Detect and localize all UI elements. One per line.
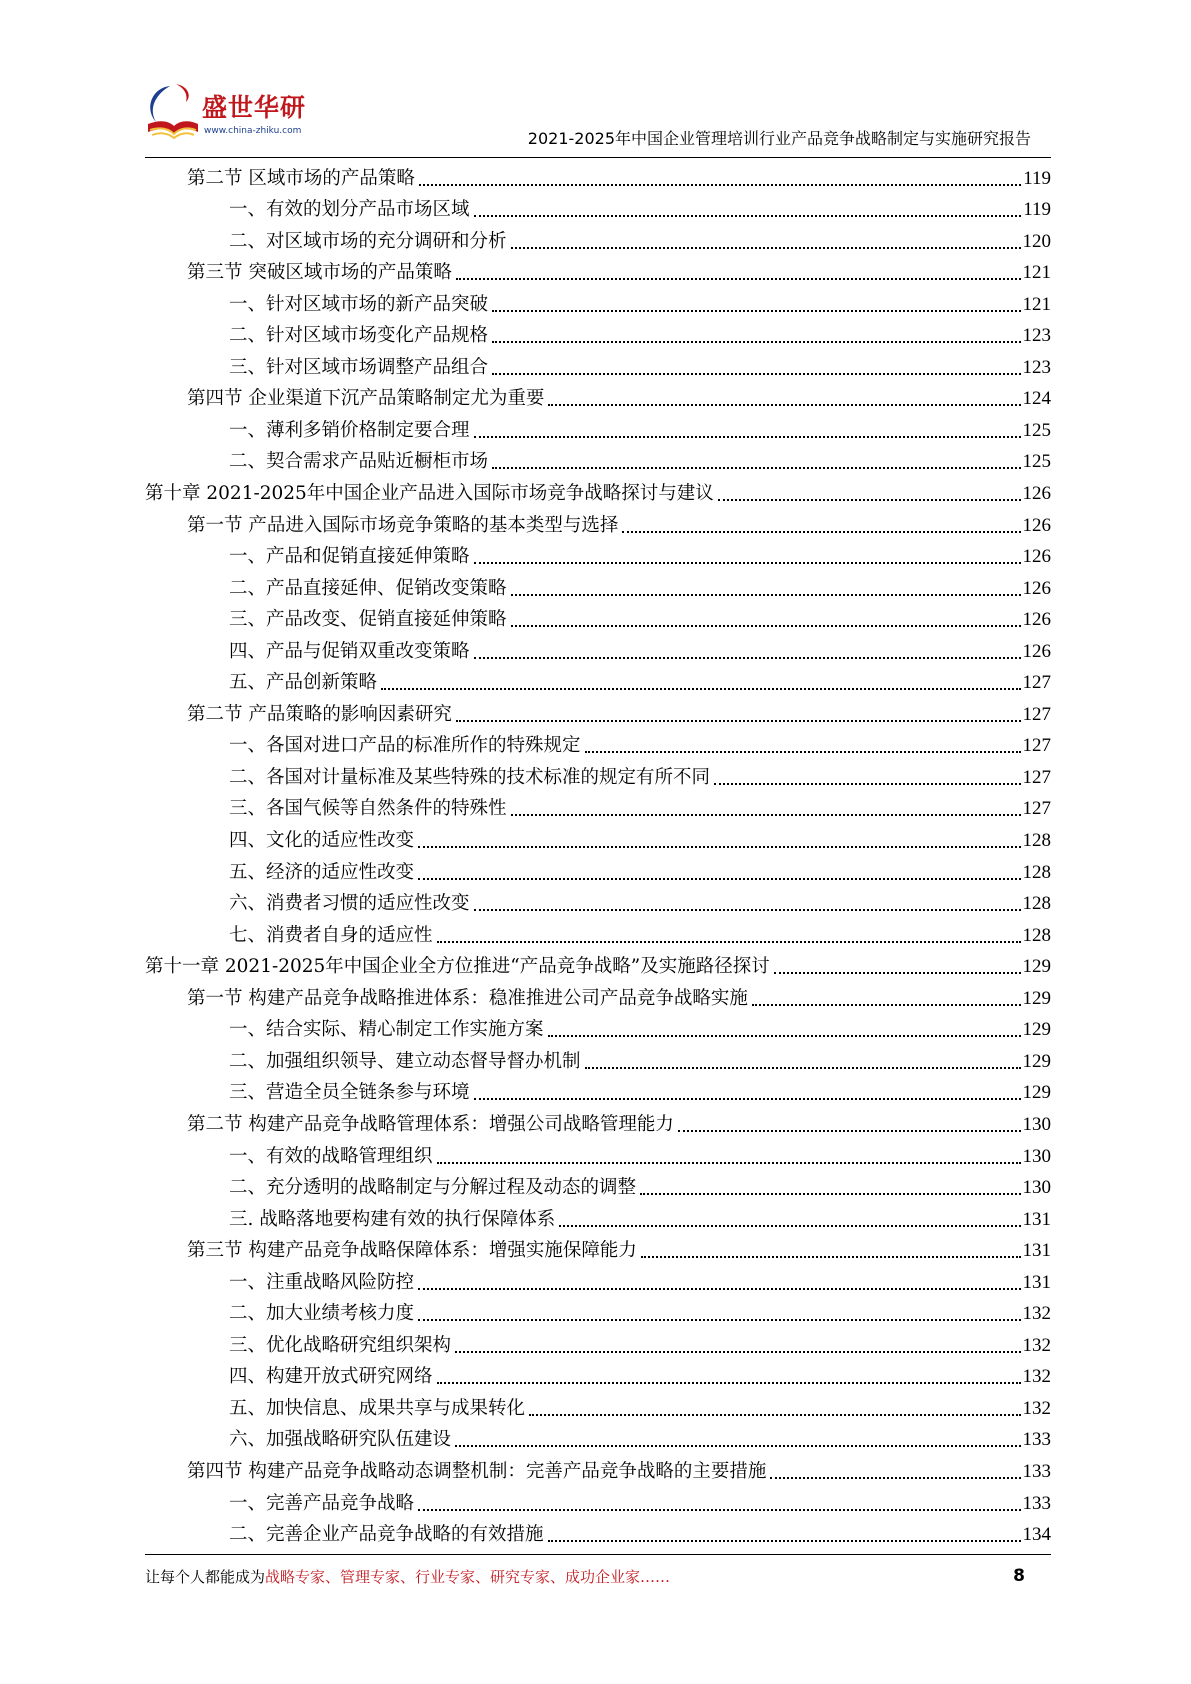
- toc-entry-title: 一、有效的战略管理组织: [229, 1145, 433, 1167]
- header-divider: [145, 157, 1051, 158]
- toc-entry-title: 三、针对区域市场调整产品组合: [229, 356, 489, 378]
- toc-entry-title: 二、各国对计量标准及某些特殊的技术标准的规定有所不同: [229, 766, 711, 788]
- toc-entry[interactable]: [145, 446, 1051, 478]
- toc-entry[interactable]: [145, 856, 1051, 888]
- toc-dot-leader: [492, 310, 1020, 312]
- toc-dot-leader: [770, 1477, 1020, 1479]
- toc-dot-leader: [418, 878, 1020, 880]
- page-footer: [145, 1566, 1025, 1596]
- toc-entry-page: 130: [1022, 1113, 1051, 1135]
- toc-entry-title: 二、针对区域市场变化产品规格: [229, 325, 489, 347]
- toc-entry[interactable]: [145, 761, 1051, 793]
- toc-entry-title: 一、针对区域市场的新产品突破: [229, 293, 489, 315]
- toc-dot-leader: [437, 941, 1021, 943]
- toc-entry[interactable]: [145, 1519, 1051, 1551]
- toc-entry-title: 二、加强组织领导、建立动态督导督办机制: [229, 1050, 581, 1072]
- toc-entry-title: 一、有效的划分产品市场区域: [229, 199, 470, 221]
- toc-entry-page: 127: [1022, 703, 1051, 725]
- toc-entry-page: 125: [1022, 451, 1051, 473]
- page-header: [0, 0, 1191, 160]
- toc-entry-page: 131: [1022, 1240, 1051, 1262]
- toc-entry[interactable]: [145, 1014, 1051, 1046]
- toc-entry-page: 129: [1022, 956, 1051, 978]
- toc-entry-title: 第二节 区域市场的产品策略: [187, 167, 415, 189]
- toc-entry-page: 129: [1022, 1050, 1051, 1072]
- toc-entry-page: 130: [1022, 1177, 1051, 1199]
- toc-entry[interactable]: [145, 351, 1051, 383]
- toc-dot-leader: [622, 531, 1020, 533]
- toc-entry[interactable]: [145, 1298, 1051, 1330]
- toc-entry[interactable]: [145, 888, 1051, 920]
- toc-entry-title: 一、产品和促销直接延伸策略: [229, 546, 470, 568]
- toc-entry[interactable]: [145, 257, 1051, 289]
- footer-slogan: [145, 1566, 670, 1587]
- toc-dot-leader: [718, 499, 1021, 501]
- toc-entry[interactable]: [145, 1329, 1051, 1361]
- toc-entry-title: 三、产品改变、促销直接延伸策略: [229, 609, 507, 631]
- page-number: 8: [1013, 1566, 1025, 1586]
- toc-dot-leader: [511, 594, 1021, 596]
- toc-dot-leader: [474, 215, 1022, 217]
- toc-entry[interactable]: [145, 793, 1051, 825]
- toc-entry[interactable]: [145, 572, 1051, 604]
- toc-entry-title: 第三节 构建产品竞争战略保障体系：增强实施保障能力: [187, 1240, 637, 1262]
- toc-entry[interactable]: [145, 288, 1051, 320]
- toc-entry-title: 七、消费者自身的适应性: [229, 924, 433, 946]
- logo-swoosh-icon: [140, 80, 202, 142]
- toc-dot-leader: [381, 688, 1020, 690]
- toc-entry-page: 131: [1022, 1208, 1051, 1230]
- toc-dot-leader: [418, 1288, 1020, 1290]
- toc-entry[interactable]: [145, 1172, 1051, 1204]
- toc-entry[interactable]: [145, 414, 1051, 446]
- toc-dot-leader: [492, 341, 1020, 343]
- toc-entry-page: 126: [1022, 609, 1051, 631]
- toc-entry-page: 132: [1022, 1397, 1051, 1419]
- toc-entry[interactable]: [145, 320, 1051, 352]
- toc-dot-leader: [714, 783, 1020, 785]
- toc-dot-leader: [511, 247, 1021, 249]
- toc-entry[interactable]: [145, 1140, 1051, 1172]
- toc-entry-title: 六、消费者习惯的适应性改变: [229, 893, 470, 915]
- toc-dot-leader: [511, 814, 1021, 816]
- toc-entry-title: 五、加快信息、成果共享与成果转化: [229, 1397, 526, 1419]
- toc-entry-page: 128: [1022, 893, 1051, 915]
- toc-entry-title: 第十章 2021-2025年中国企业产品进入国际市场竞争战略探讨与建议: [145, 483, 714, 505]
- report-title: 2021-2025年中国企业管理培训行业产品竞争战略制定与实施研究报告: [527, 129, 1031, 148]
- toc-entry[interactable]: [145, 383, 1051, 415]
- toc-entry[interactable]: [145, 919, 1051, 951]
- toc-dot-leader: [492, 373, 1020, 375]
- toc-dot-leader: [474, 436, 1021, 438]
- toc-entry-page: 121: [1022, 262, 1051, 284]
- toc-dot-leader: [437, 1162, 1021, 1164]
- toc-entry-page: 132: [1022, 1366, 1051, 1388]
- toc-entry[interactable]: [145, 225, 1051, 257]
- toc-entry[interactable]: [145, 1045, 1051, 1077]
- toc-entry[interactable]: [145, 1361, 1051, 1393]
- toc-entry-page: 131: [1022, 1271, 1051, 1293]
- toc-entry-title: 二、契合需求产品贴近橱柜市场: [229, 451, 489, 473]
- toc-entry-title: 四、构建开放式研究网络: [229, 1366, 433, 1388]
- toc-entry-title: 二、对区域市场的充分调研和分析: [229, 230, 507, 252]
- toc-entry-page: 129: [1022, 1082, 1051, 1104]
- toc-dot-leader: [529, 1414, 1020, 1416]
- toc-dot-leader: [585, 751, 1021, 753]
- toc-entry-title: 五、产品创新策略: [229, 672, 378, 694]
- toc-entry-page: 132: [1022, 1334, 1051, 1356]
- toc-entry-title: 三、优化战略研究组织架构: [229, 1334, 452, 1356]
- toc-entry-page: 126: [1022, 483, 1051, 505]
- toc-entry-page: 129: [1022, 1019, 1051, 1041]
- toc-entry-page: 132: [1022, 1303, 1051, 1325]
- toc-entry[interactable]: [145, 1455, 1051, 1487]
- toc-entry-page: 129: [1022, 987, 1051, 1009]
- toc-entry-title: 三、各国气候等自然条件的特殊性: [229, 798, 507, 820]
- toc-dot-leader: [418, 846, 1020, 848]
- toc-entry[interactable]: [145, 730, 1051, 762]
- toc-entry-page: 127: [1022, 798, 1051, 820]
- toc-entry-title: 五、经济的适应性改变: [229, 861, 415, 883]
- toc-dot-leader: [548, 404, 1020, 406]
- toc-entry[interactable]: [145, 1266, 1051, 1298]
- toc-entry-page: 134: [1022, 1524, 1051, 1546]
- toc-entry[interactable]: [145, 698, 1051, 730]
- toc-entry-page: 128: [1022, 861, 1051, 883]
- footer-divider: [145, 1554, 1051, 1555]
- table-of-contents: [145, 162, 1051, 1550]
- toc-entry-title: 一、各国对进口产品的标准所作的特殊规定: [229, 735, 581, 757]
- toc-entry-page: 126: [1022, 577, 1051, 599]
- toc-entry-title: 一、薄利多销价格制定要合理: [229, 419, 470, 441]
- toc-entry[interactable]: [145, 1203, 1051, 1235]
- toc-dot-leader: [641, 1256, 1021, 1258]
- slogan-prefix: 让每个人都能成为: [145, 1568, 266, 1586]
- toc-dot-leader: [456, 278, 1021, 280]
- toc-dot-leader: [492, 467, 1020, 469]
- toc-entry-title: 四、产品与促销双重改变策略: [229, 640, 470, 662]
- toc-entry-page: 127: [1022, 672, 1051, 694]
- toc-entry[interactable]: [145, 162, 1051, 194]
- toc-dot-leader: [511, 625, 1021, 627]
- toc-entry-title: 第十一章 2021-2025年中国企业全方位推进“产品竞争战略”及实施路径探讨: [145, 956, 770, 978]
- toc-dot-leader: [455, 1351, 1020, 1353]
- toc-entry[interactable]: [145, 194, 1051, 226]
- toc-entry[interactable]: [145, 1487, 1051, 1519]
- toc-entry[interactable]: [145, 824, 1051, 856]
- toc-dot-leader: [640, 1193, 1020, 1195]
- toc-entry[interactable]: [145, 667, 1051, 699]
- toc-entry[interactable]: [145, 1108, 1051, 1140]
- toc-entry-page: 126: [1022, 546, 1051, 568]
- toc-entry-page: 121: [1022, 293, 1051, 315]
- toc-entry-title: 一、注重战略风险防控: [229, 1271, 415, 1293]
- toc-entry-page: 119: [1023, 167, 1051, 189]
- toc-entry[interactable]: [145, 635, 1051, 667]
- toc-entry[interactable]: [145, 1424, 1051, 1456]
- toc-dot-leader: [456, 720, 1021, 722]
- toc-entry[interactable]: [145, 604, 1051, 636]
- toc-entry-page: 133: [1022, 1492, 1051, 1514]
- toc-entry-title: 第一节 产品进入国际市场竞争策略的基本类型与选择: [187, 514, 619, 536]
- toc-entry-title: 二、完善企业产品竞争战略的有效措施: [229, 1524, 544, 1546]
- toc-entry-title: 六、加强战略研究队伍建设: [229, 1429, 452, 1451]
- toc-entry[interactable]: [145, 477, 1051, 509]
- toc-dot-leader: [474, 657, 1021, 659]
- toc-entry-title: 第四节 企业渠道下沉产品策略制定尤为重要: [187, 388, 545, 410]
- toc-entry-page: 128: [1022, 830, 1051, 852]
- toc-entry-page: 126: [1022, 640, 1051, 662]
- toc-entry-title: 第四节 构建产品竞争战略动态调整机制：完善产品竞争战略的主要措施: [187, 1460, 767, 1482]
- toc-dot-leader: [559, 1225, 1020, 1227]
- toc-entry-title: 三、营造全员全链条参与环境: [229, 1082, 470, 1104]
- toc-entry-page: 127: [1022, 766, 1051, 788]
- toc-entry-title: 第二节 构建产品竞争战略管理体系：增强公司战略管理能力: [187, 1113, 674, 1135]
- toc-dot-leader: [418, 1319, 1020, 1321]
- toc-dot-leader: [437, 1382, 1021, 1384]
- toc-entry-page: 133: [1022, 1460, 1051, 1482]
- toc-entry-page: 128: [1022, 924, 1051, 946]
- toc-entry-title: 一、结合实际、精心制定工作实施方案: [229, 1019, 544, 1041]
- toc-entry-page: 120: [1022, 230, 1051, 252]
- toc-entry-title: 四、文化的适应性改变: [229, 830, 415, 852]
- toc-dot-leader: [548, 1540, 1021, 1542]
- toc-entry-page: 125: [1022, 419, 1051, 441]
- toc-dot-leader: [474, 562, 1021, 564]
- toc-entry-page: 127: [1022, 735, 1051, 757]
- toc-dot-leader: [678, 1130, 1021, 1132]
- toc-entry-title: 一、完善产品竞争战略: [229, 1492, 415, 1514]
- logo-name: 盛世华研: [202, 93, 307, 122]
- toc-entry[interactable]: [145, 1077, 1051, 1109]
- toc-entry-title: 第一节 构建产品竞争战略推进体系：稳准推进公司产品竞争战略实施: [187, 987, 748, 1009]
- toc-entry-page: 123: [1022, 325, 1051, 347]
- toc-entry[interactable]: [145, 982, 1051, 1014]
- toc-entry[interactable]: [145, 541, 1051, 573]
- toc-entry-page: 133: [1022, 1429, 1051, 1451]
- toc-dot-leader: [548, 1035, 1021, 1037]
- toc-entry-title: 第二节 产品策略的影响因素研究: [187, 703, 452, 725]
- toc-entry[interactable]: [145, 509, 1051, 541]
- toc-entry-page: 130: [1022, 1145, 1051, 1167]
- logo-url: www.china-zhiku.com: [204, 126, 302, 136]
- toc-entry-page: 126: [1022, 514, 1051, 536]
- toc-dot-leader: [419, 184, 1021, 186]
- toc-dot-leader: [474, 909, 1021, 911]
- toc-entry-title: 二、产品直接延伸、促销改变策略: [229, 577, 507, 599]
- toc-entry-page: 123: [1022, 356, 1051, 378]
- toc-entry-title: 三. 战略落地要构建有效的执行保障体系: [229, 1208, 556, 1230]
- toc-dot-leader: [774, 972, 1021, 974]
- company-logo: [140, 80, 320, 150]
- toc-entry-title: 二、充分透明的战略制定与分解过程及动态的调整: [229, 1177, 637, 1199]
- toc-entry[interactable]: [145, 951, 1051, 983]
- toc-entry-title: 二、加大业绩考核力度: [229, 1303, 415, 1325]
- toc-dot-leader: [585, 1067, 1021, 1069]
- toc-dot-leader: [418, 1509, 1020, 1511]
- toc-dot-leader: [474, 1098, 1021, 1100]
- toc-entry-page: 119: [1023, 199, 1051, 221]
- toc-entry-title: 第三节 突破区域市场的产品策略: [187, 262, 452, 284]
- toc-dot-leader: [455, 1445, 1020, 1447]
- toc-entry[interactable]: [145, 1392, 1051, 1424]
- slogan-highlight: 战略专家、管理专家、行业专家、研究专家、成功企业家……: [265, 1568, 671, 1586]
- toc-entry[interactable]: [145, 1235, 1051, 1267]
- toc-entry-page: 124: [1022, 388, 1051, 410]
- toc-dot-leader: [752, 1004, 1021, 1006]
